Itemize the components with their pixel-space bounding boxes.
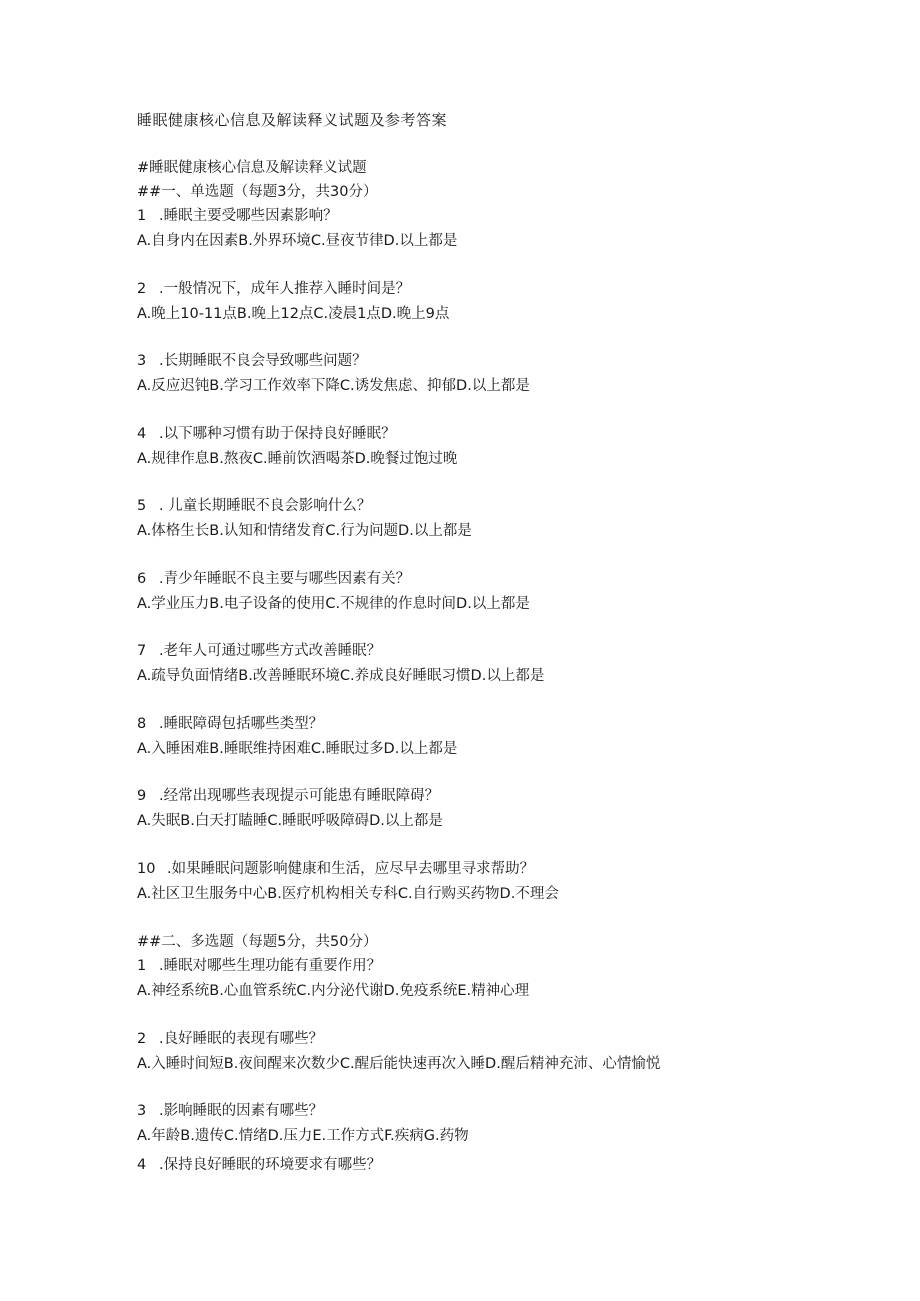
question-number: 1 [137, 208, 147, 224]
subtitle-heading: #睡眠健康核心信息及解读释义试题 [137, 160, 367, 176]
question-options: A.自身内在因素B.外界环境C.昼夜节律D.以上都是 [137, 233, 458, 249]
question-line [137, 956, 381, 976]
section2-heading: ##二、多选题（每题5分，共50分） [137, 934, 378, 950]
question-text: .长期睡眠不良会导致哪些问题？ [159, 353, 367, 369]
question-text: .经常出现哪些表现提示可能患有睡眠障碍？ [159, 788, 440, 804]
question-line [137, 496, 371, 516]
question-line [137, 1101, 323, 1121]
question-line [137, 641, 381, 661]
question-line [137, 714, 323, 734]
question-text: .睡眠对哪些生理功能有重要作用？ [159, 958, 382, 974]
question-line [137, 1029, 323, 1049]
document-title: 睡眠健康核心信息及解读释义试题及参考答案 [137, 111, 448, 129]
question-line [137, 1155, 381, 1175]
question-number: 9 [137, 788, 147, 804]
question-text: .一般情况下，成年人推荐入睡时间是？ [159, 281, 411, 297]
question-options: A.失眠B.白天打瞌睡C.睡眠呼吸障碍D.以上都是 [137, 813, 443, 829]
question-options: A.晚上10-11点B.晚上12点C.凌晨1点D.晚上9点 [137, 306, 450, 322]
question-text: .睡眠主要受哪些因素影响？ [159, 208, 338, 224]
question-options: A.规律作息B.熬夜C.睡前饮酒喝茶D.晚餐过饱过晚 [137, 451, 458, 467]
question-number: 2 [137, 1031, 147, 1047]
question-number: 3 [137, 1103, 147, 1119]
question-text: .以下哪种习惯有助于保持良好睡眠？ [159, 426, 396, 442]
question-number: 4 [137, 1157, 147, 1173]
question-text: .良好睡眠的表现有哪些？ [159, 1031, 324, 1047]
question-line [137, 351, 367, 371]
question-options: A.反应迟钝B.学习工作效率下降C.诱发焦虑、抑郁D.以上都是 [137, 378, 530, 394]
question-line [137, 859, 534, 879]
question-number: 5 [137, 498, 147, 514]
question-number: 7 [137, 643, 147, 659]
question-line [137, 424, 396, 444]
question-number: 1 [137, 958, 147, 974]
question-text: .老年人可通过哪些方式改善睡眠？ [159, 643, 382, 659]
question-text: .保持良好睡眠的环境要求有哪些？ [159, 1157, 382, 1173]
question-options: A.入睡时间短B.夜间醒来次数少C.醒后能快速再次入睡D.醒后精神充沛、心情愉悦 [137, 1056, 661, 1072]
question-number: 6 [137, 571, 147, 587]
question-options: A.学业压力B.电子设备的使用C.不规律的作息时间D.以上都是 [137, 596, 530, 612]
question-line [137, 786, 439, 806]
question-text: .睡眠障碍包括哪些类型？ [159, 716, 324, 732]
question-options: A.体格生长B.认知和情绪发育C.行为问题D.以上都是 [137, 523, 472, 539]
question-number: 8 [137, 716, 147, 732]
question-line [137, 569, 410, 589]
question-text: . 儿童长期睡眠不良会影响什么？ [159, 498, 372, 514]
question-text: .影响睡眠的因素有哪些？ [159, 1103, 324, 1119]
question-number: 2 [137, 281, 147, 297]
question-line [137, 279, 410, 299]
question-text: .青少年睡眠不良主要与哪些因素有关？ [159, 571, 411, 587]
question-text: .如果睡眠问题影响健康和生活，应尽早去哪里寻求帮助？ [167, 861, 535, 877]
question-line [137, 206, 338, 226]
question-number: 10 [137, 861, 156, 877]
question-options: A.入睡困难B.睡眠维持困难C.睡眠过多D.以上都是 [137, 741, 458, 757]
question-number: 3 [137, 353, 147, 369]
question-options: A.年龄B.遗传C.情绪D.压力E.工作方式F.疾病G.药物 [137, 1128, 469, 1144]
question-options: A.神经系统B.心血管系统C.内分泌代谢D.免疫系统E.精神心理 [137, 983, 530, 999]
question-options: A.疏导负面情绪B.改善睡眠环境C.养成良好睡眠习惯D.以上都是 [137, 668, 545, 684]
question-number: 4 [137, 426, 147, 442]
question-options: A.社区卫生服务中心B.医疗机构相关专科C.自行购买药物D.不理会 [137, 886, 559, 902]
section1-heading: ##一、单选题（每题3分，共30分） [137, 184, 378, 200]
